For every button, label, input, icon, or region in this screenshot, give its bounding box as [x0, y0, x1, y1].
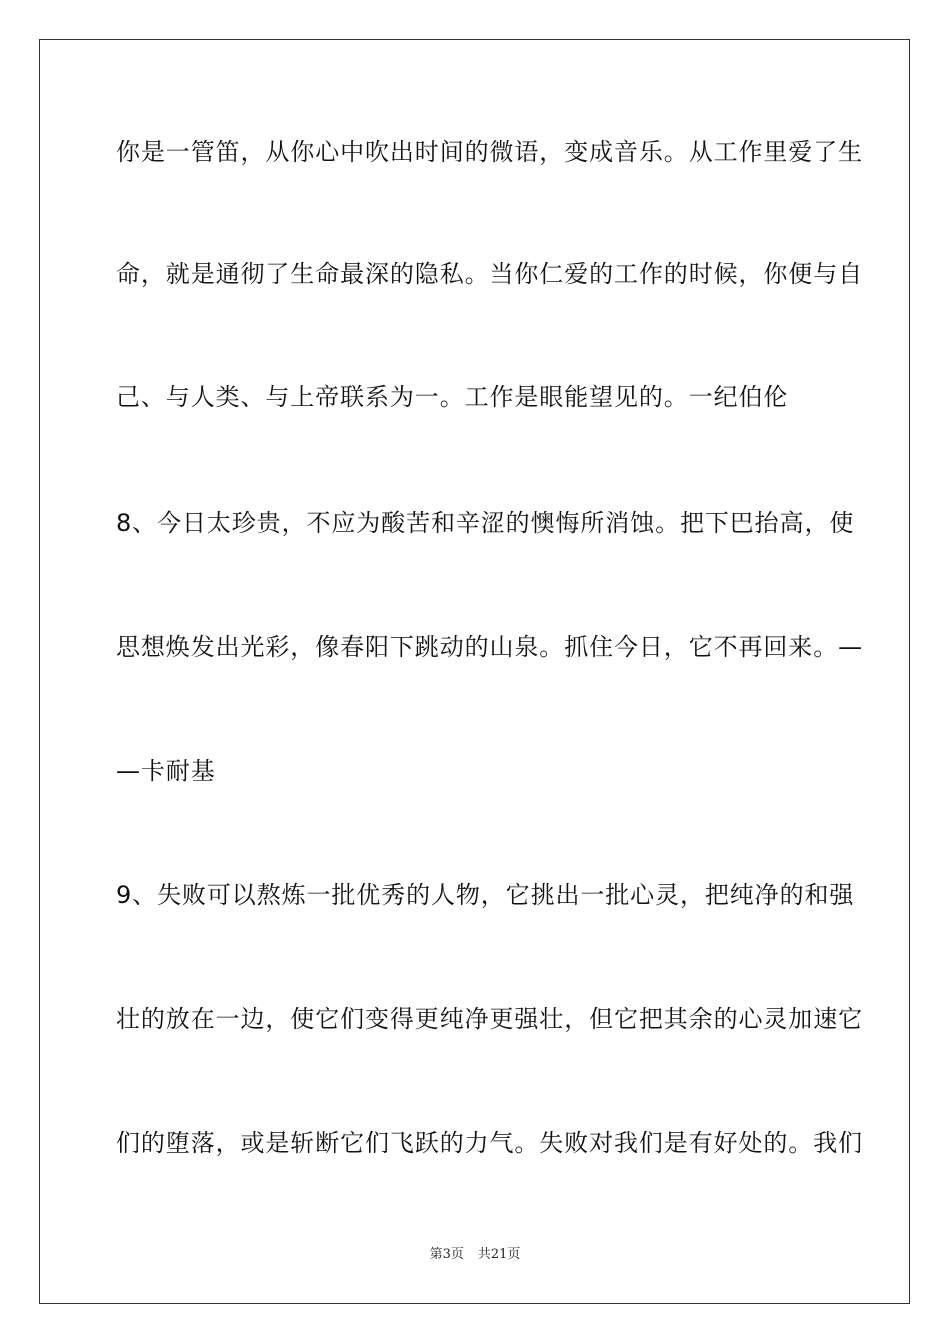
text-line-4: 8、今日太珍贵，不应为酸苦和辛涩的懊悔所消蚀。把下巴抬高，使 [116, 509, 855, 537]
text-line-7: 9、失败可以熬炼一批优秀的人物，它挑出一批心灵，把纯净的和强 [116, 881, 855, 909]
text-line-9: 们的堕落，或是斩断它们飞跃的力气。失败对我们是有好处的。我们 [116, 1129, 863, 1157]
page-footer [0, 1246, 950, 1264]
text-line-1: 你是一管笛，从你心中吹出时间的微语，变成音乐。从工作里爱了生 [116, 138, 863, 166]
text-line-5: 思想焕发出光彩，像春阳下跳动的山泉。抓住今日，它不再回来。— [116, 633, 863, 661]
text-line-8: 壮的放在一边，使它们变得更纯净更强壮，但它把其余的心灵加速它 [116, 1005, 863, 1033]
text-line-3: 己、与人类、与上帝联系为一。工作是眼能望见的。一纪伯伦 [116, 383, 789, 411]
page-number: 第3页 [429, 1247, 464, 1262]
page-total: 共21页 [477, 1247, 521, 1262]
page-frame [39, 39, 910, 1304]
text-line-6: —卡耐基 [116, 757, 216, 785]
text-line-2: 命，就是通彻了生命最深的隐私。当你仁爱的工作的时候，你便与自 [116, 260, 863, 288]
